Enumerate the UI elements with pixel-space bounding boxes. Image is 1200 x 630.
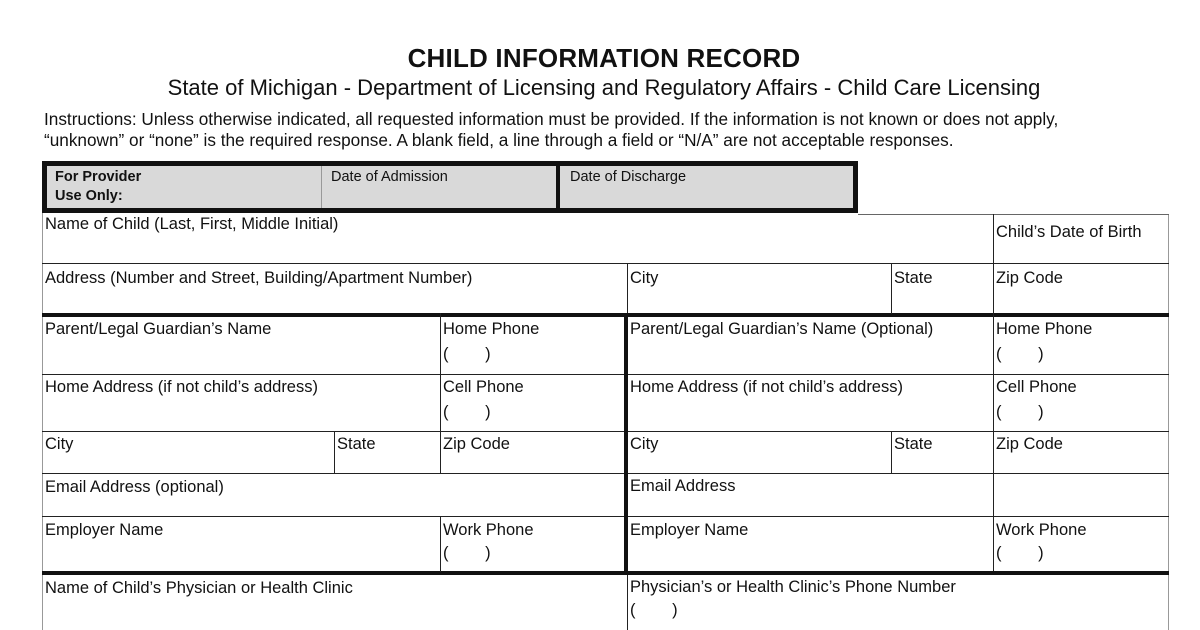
child-city-label: City	[630, 269, 659, 287]
physician-phone-field[interactable]	[628, 575, 1168, 630]
border-right	[1168, 214, 1169, 630]
guardian1-home-phone-field[interactable]	[441, 317, 624, 374]
guardian2-work-phone-label: Work Phone	[996, 521, 1087, 539]
date-of-discharge-field[interactable]	[560, 166, 850, 208]
form-title: CHILD INFORMATION RECORD	[407, 43, 801, 73]
form-subtitle: State of Michigan - Department of Licensing and Regulatory Affairs - Child Care Licensing	[167, 75, 1041, 100]
guardian2-cell-phone-label: Cell Phone	[996, 378, 1077, 396]
child-dob-field[interactable]	[994, 214, 1168, 263]
guardian2-state-field[interactable]	[892, 432, 993, 473]
date-of-discharge-label: Date of Discharge	[570, 169, 687, 185]
guardian1-work-phone-label: Work Phone	[443, 521, 534, 539]
guardian1-cell-phone-label: Cell Phone	[443, 378, 524, 396]
guardian1-employer-label: Employer Name	[45, 521, 164, 539]
guardian2-work-phone-field[interactable]	[994, 517, 1168, 571]
instructions-line-1: Instructions: Unless otherwise indicated, all requested information must be provided. If the information is not known or does not apply,	[44, 109, 1059, 129]
instructions-line-2: “unknown” or “none” is the required response. A blank field, a line through a field or “N/A” are not acceptable responses.	[44, 130, 954, 150]
child-dob-label: Child’s Date of Birth	[996, 223, 1142, 241]
provider-use-only-box	[42, 161, 858, 213]
provider-label	[47, 166, 317, 208]
guardian2-city-label: City	[630, 435, 659, 453]
area-code-parens: ( )	[630, 601, 678, 619]
guardian1-home-phone-label: Home Phone	[443, 320, 540, 338]
guardian2-home-address-field[interactable]	[628, 375, 993, 431]
guardian1-cell-phone-field[interactable]	[441, 375, 624, 431]
child-zip-label: Zip Code	[996, 269, 1063, 287]
guardian2-cell-phone-field[interactable]	[994, 375, 1168, 431]
child-city-field[interactable]	[628, 264, 891, 313]
area-code-parens: ( )	[443, 403, 491, 421]
guardian1-state-field[interactable]	[335, 432, 440, 473]
child-name-label: Name of Child (Last, First, Middle Initial)	[45, 215, 339, 233]
guardian2-name-field[interactable]	[628, 317, 993, 374]
child-state-field[interactable]	[892, 264, 993, 313]
guardian1-home-address-label: Home Address (if not child’s address)	[45, 378, 318, 396]
guardian1-state-label: State	[337, 435, 376, 453]
guardian2-employer-field[interactable]	[628, 517, 993, 571]
guardian1-city-field[interactable]	[43, 432, 334, 473]
guardian1-email-field[interactable]	[43, 474, 624, 516]
child-state-label: State	[894, 269, 933, 287]
guardian1-email-label: Email Address (optional)	[45, 478, 224, 496]
instructions	[44, 109, 1194, 151]
guardian2-email-field[interactable]	[628, 474, 1168, 516]
child-address-field[interactable]	[43, 264, 627, 313]
guardian1-home-address-field[interactable]	[43, 375, 440, 431]
guardian2-email-label: Email Address	[630, 477, 736, 495]
area-code-parens: ( )	[443, 345, 491, 363]
guardian2-name-label: Parent/Legal Guardian’s Name (Optional)	[630, 320, 934, 338]
guardian1-city-label: City	[45, 435, 74, 453]
guardian2-home-phone-label: Home Phone	[996, 320, 1093, 338]
area-code-parens: ( )	[443, 544, 491, 562]
date-of-admission-label: Date of Admission	[331, 169, 448, 185]
guardian2-employer-label: Employer Name	[630, 521, 749, 539]
guardian1-zip-field[interactable]	[441, 432, 624, 473]
area-code-parens: ( )	[996, 345, 1044, 363]
child-address-label: Address (Number and Street, Building/Apartment Number)	[45, 269, 473, 287]
provider-label-line-2: Use Only:	[55, 188, 123, 204]
physician-phone-label: Physician’s or Health Clinic’s Phone Number	[630, 578, 956, 596]
guardian2-city-field[interactable]	[628, 432, 891, 473]
area-code-parens: ( )	[996, 544, 1044, 562]
guardian1-zip-label: Zip Code	[443, 435, 510, 453]
guardian1-employer-field[interactable]	[43, 517, 440, 571]
guardian1-name-label: Parent/Legal Guardian’s Name	[45, 320, 272, 338]
date-of-admission-field[interactable]	[323, 166, 555, 208]
guardian2-zip-field[interactable]	[994, 432, 1168, 473]
guardian2-state-label: State	[894, 435, 933, 453]
guardian2-home-address-label: Home Address (if not child’s address)	[630, 378, 903, 396]
guardian2-home-phone-field[interactable]	[994, 317, 1168, 374]
guardian1-work-phone-field[interactable]	[441, 517, 624, 571]
child-name-field[interactable]	[43, 214, 993, 263]
guardian2-zip-label: Zip Code	[996, 435, 1063, 453]
guardian1-name-field[interactable]	[43, 317, 440, 374]
provider-label-line-1: For Provider	[55, 169, 142, 185]
physician-name-field[interactable]	[43, 575, 627, 630]
divider	[321, 166, 322, 208]
child-zip-field[interactable]	[994, 264, 1168, 313]
physician-name-label: Name of Child’s Physician or Health Clinic	[45, 579, 353, 597]
area-code-parens: ( )	[996, 403, 1044, 421]
